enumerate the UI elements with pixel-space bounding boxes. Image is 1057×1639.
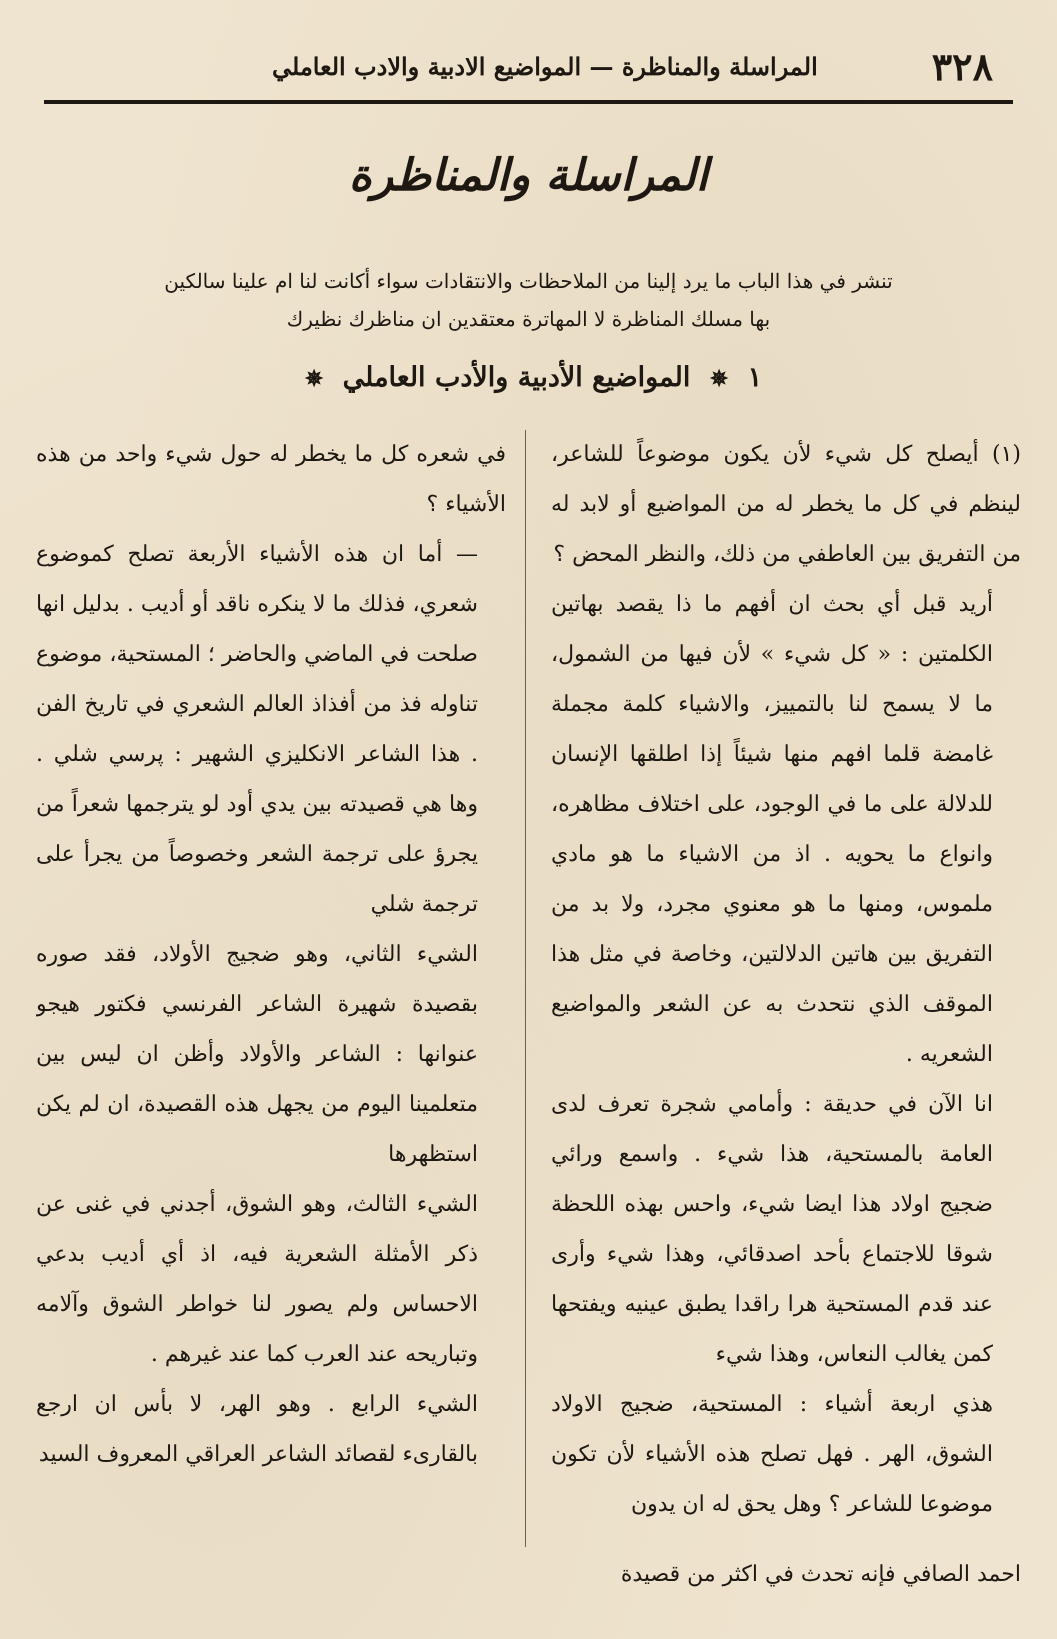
paragraph: (١) أيصلح كل شيء لأن يكون موضوعاً للشاعر، لينظم في كل ما يخطر له من المواضيع أو لابد له من التفريق بين العاطفي من ذلك، والنظر المحض ؟ xyxy=(551,442,1021,567)
article-heading xyxy=(0,362,1057,393)
section-intro xyxy=(80,262,977,338)
paragraph: في شعره كل ما يخطر له حول شيء واحد من هذه الأشياء ؟ xyxy=(36,442,506,517)
paragraph: أريد قبل أي بحث ان أفهم ما ذا يقصد بهاتين الكلمتين : « كل شيء » لأن فيها من الشمول، ما لا يسمح لنا بالتمييز، والاشياء كلمة مجملة غامضة قلما افهم منها شيئاً إذا اطلقها الإنسان للدلالة على ما في الوجود، على اختلاف مظاهره، وانواع ما يحويه . اذ من الاشياء ما هو مادي ملموس، ومنها ما هو معنوي مجرد، ولا بد من التفريق بين هاتين الدلالتين، وخاصة في مثل هذا الموقف الذي نتحدث به عن الشعر والمواضيع الشعريه . xyxy=(551,592,993,1067)
star-ornament-icon: ✵ xyxy=(709,366,729,392)
article-title: المواضيع الأدبية والأدب العاملي xyxy=(342,362,691,393)
article-number: ١ xyxy=(747,362,763,393)
body-columns xyxy=(36,430,1021,1619)
paragraph: الشيء الثالث، وهو الشوق، أجدني في غنى عن ذكر الأمثلة الشعرية فيه، اذ أي أديب بدعي الاحساس ولم يصور لنا خواطر الشوق وآلامه وتباريحه عند العرب كما عند غيرهم . xyxy=(36,1192,478,1367)
right-column xyxy=(551,430,1021,1619)
paragraph: — أما ان هذه الأشياء الأربعة تصلح كموضوع شعري، فذلك ما لا ينكره ناقد أو أديب . بدليل انها صلحت في الماضي والحاضر ؛ المستحية، موضوع تناوله فذ من أفذاذ العالم الشعري في تاريخ الفن . هذا الشاعر الانكليزي الشهير : پرسي شلي . وها هي قصيدته بين يدي أود لو يترجمها شعراً من يجرؤ على ترجمة الشعر وخصوصاً من يجرأ على ترجمة شلي xyxy=(36,542,478,917)
paragraph: هذي اربعة أشياء : المستحية، ضجيج الاولاد الشوق، الهر . فهل تصلح هذه الأشياء لأن تكون موضوعا للشاعر ؟ وهل يحق له ان يدون xyxy=(551,1392,993,1517)
paragraph: الشيء الرابع . وهو الهر، لا بأس ان ارجع بالقارىء لقصائد الشاعر العراقي المعروف السيد xyxy=(36,1392,478,1467)
paragraph: انا الآن في حديقة : وأمامي شجرة تعرف لدى العامة بالمستحية، هذا شيء . واسمع ورائي ضجيج اولاد هذا ايضا شيء، واحس بهذه اللحظة شوقا للاجتماع بأحد اصدقائي، وهذا شيء وأرى عند قدم المستحية هرا راقدا يطبق عينيه ويفتحها كمن يغالب النعاس، وهذا شيء xyxy=(551,1092,993,1367)
intro-line-2: بها مسلك المناظرة لا المهاترة معتقدين ان مناظرك نظيرك xyxy=(286,307,771,331)
star-ornament-icon: ✵ xyxy=(304,366,324,392)
header-rule xyxy=(44,100,1013,104)
page-header xyxy=(42,40,1015,98)
paragraph: الشيء الثاني، وهو ضجيج الأولاد، فقد صوره بقصيدة شهيرة الشاعر الفرنسي فكتور هيجو عنوانها : الشاعر والأولاد وأظن ان ليس بين متعلمينا اليوم من يجهل هذه القصيدة، ان لم يكن استظهرها xyxy=(36,942,478,1167)
intro-line-1: تنشر في هذا الباب ما يرد إلينا من الملاحظات والانتقادات سواء أكانت لنا ام علينا سالكين xyxy=(164,269,893,293)
bottom-continuation-line: احمد الصافي فإنه تحدث في اكثر من قصيدة xyxy=(620,1562,1021,1587)
section-title: المراسلة والمناظرة xyxy=(348,150,709,201)
page-number: ٣٢٨ xyxy=(931,44,993,89)
running-head: المراسلة والمناظرة — المواضيع الادبية والادب العاملي xyxy=(272,52,818,81)
left-column xyxy=(36,430,506,1619)
